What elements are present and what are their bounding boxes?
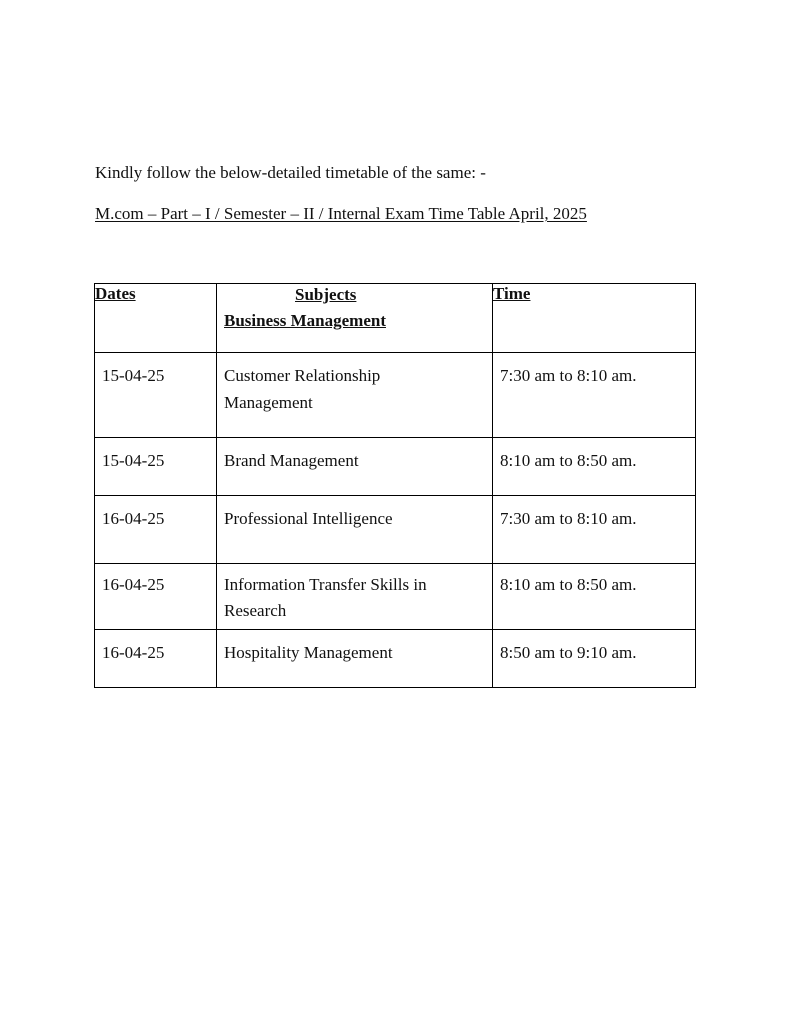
subject-cell: [217, 496, 493, 564]
header-time-label: Time: [493, 284, 531, 303]
date-cell: [95, 630, 217, 688]
subject-text: Hospitality Management: [224, 643, 393, 662]
date-text: 16-04-25: [102, 575, 165, 594]
table-row: [95, 564, 696, 630]
timetable-heading: M.com – Part – I / Semester – II / Internal Exam Time Table April, 2025: [95, 204, 587, 223]
intro-text: Kindly follow the below-detailed timetable of the same: -: [95, 163, 486, 182]
header-subjects: [217, 284, 493, 353]
date-text: 16-04-25: [102, 509, 165, 528]
subject-cell: [217, 353, 493, 438]
header-subjects-sublabel: Business Management: [224, 311, 386, 330]
table-row: [95, 353, 696, 438]
time-text: 7:30 am to 8:10 am.: [500, 366, 637, 385]
subject-cell: [217, 438, 493, 496]
table-header-row: [95, 284, 696, 353]
subject-text: Customer Relationship Management: [224, 366, 381, 412]
table-row: [95, 438, 696, 496]
date-cell: [95, 564, 217, 630]
date-cell: [95, 438, 217, 496]
subject-text: Brand Management: [224, 451, 359, 470]
header-subjects-label: Subjects: [295, 285, 357, 304]
subject-text: Information Transfer Skills in Research: [224, 575, 427, 620]
table-row: [95, 630, 696, 688]
date-text: 15-04-25: [102, 451, 165, 470]
table-row: [95, 496, 696, 564]
time-cell: [493, 564, 696, 630]
date-text: 15-04-25: [102, 366, 165, 385]
header-dates: [95, 284, 217, 353]
date-cell: [95, 353, 217, 438]
time-text: 8:10 am to 8:50 am.: [500, 575, 637, 594]
header-dates-label: Dates: [95, 284, 136, 303]
subject-text: Professional Intelligence: [224, 509, 393, 528]
time-cell: [493, 438, 696, 496]
subject-cell: [217, 630, 493, 688]
subject-cell: [217, 564, 493, 630]
date-cell: [95, 496, 217, 564]
time-text: 7:30 am to 8:10 am.: [500, 509, 637, 528]
date-text: 16-04-25: [102, 643, 165, 662]
header-time: [493, 284, 696, 353]
time-text: 8:10 am to 8:50 am.: [500, 451, 637, 470]
time-cell: [493, 496, 696, 564]
time-cell: [493, 630, 696, 688]
time-cell: [493, 353, 696, 438]
exam-timetable: [94, 283, 696, 688]
time-text: 8:50 am to 9:10 am.: [500, 643, 637, 662]
